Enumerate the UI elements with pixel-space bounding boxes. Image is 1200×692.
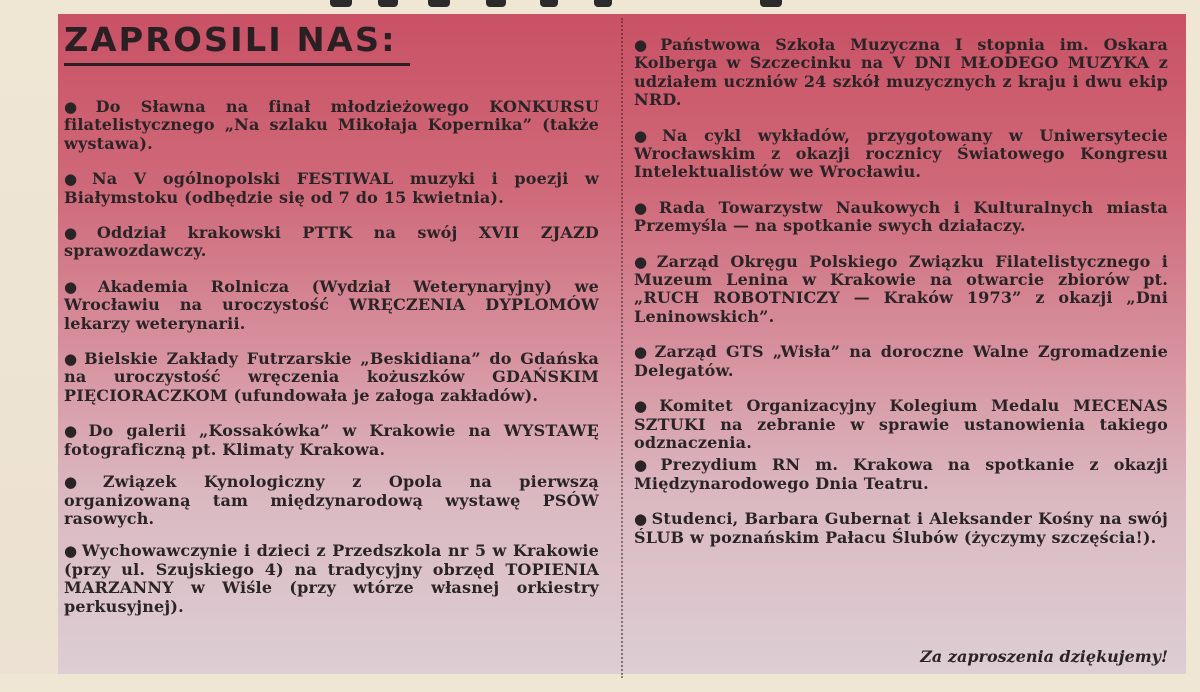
- list-item: ● Komitet Organizacyjny Kolegium Medalu MECENAS SZTUKI na zebranie w sprawie ustanowienia takiego odznaczenia.: [634, 396, 1168, 452]
- left-column: [64, 98, 599, 616]
- bullet-icon: ●: [634, 456, 657, 475]
- bullet-icon: ●: [64, 98, 92, 116]
- list-item: ● Bielskie Zakłady Futrzarskie „Beskidiana” do Gdańska na uroczystość wręczenia kożuszków GDAŃSKIM PIĘCIORACZKOM (ufundowała je załoga zakładów).: [64, 349, 599, 405]
- bullet-icon: ●: [64, 224, 93, 243]
- right-column: [634, 36, 1168, 547]
- list-item: ● Związek Kynologiczny z Opola na pierwszą organizowaną tam międzynarodową wystawę PSÓW rasowych.: [64, 472, 599, 528]
- closing-thanks: Za zaproszenia dziękujemy!: [920, 647, 1168, 666]
- list-item: ● Rada Towarzystw Naukowych i Kulturalnych miasta Przemyśla — na spotkanie swych działaczy.: [634, 197, 1168, 236]
- bullet-icon: ●: [64, 542, 78, 561]
- bullet-icon: ●: [64, 170, 88, 189]
- bottom-paper-edge: [0, 674, 1200, 692]
- column-divider: [621, 18, 623, 678]
- bullet-icon: ●: [64, 473, 99, 492]
- list-item: ● Na cykl wykładów, przygotowany w Uniwersytecie Wrocławskim z okazji rocznicy Światowego Kongresu Intelektualistów we Wrocławiu.: [634, 125, 1168, 182]
- bullet-icon: ●: [634, 36, 657, 54]
- list-item: ● Do Sławna na finał młodzieżowego KONKURSU filatelistycznego „Na szlaku Mikołaja Kopernika” (także wystawa).: [64, 97, 599, 153]
- bullet-icon: ●: [64, 350, 81, 369]
- top-paper-edge: [0, 0, 1200, 14]
- list-item: ● Zarząd GTS „Wisła” na doroczne Walne Zgromadzenie Delegatów.: [634, 342, 1168, 380]
- bullet-icon: ●: [634, 198, 655, 217]
- bullet-icon: ●: [634, 343, 651, 362]
- bullet-icon: ●: [64, 422, 85, 441]
- list-item: ● Wychowawczynie i dzieci z Przedszkola nr 5 w Krakowie (przy ul. Szujskiego 4) na tradycyjny obrzęd TOPIENIA MARZANNY w Wiśle (przy wtórze własnej orkiestry perkusyjnej).: [64, 541, 599, 616]
- bullet-icon: ●: [64, 277, 95, 296]
- list-item: ● Zarząd Okręgu Polskiego Związku Filatelistycznego i Muzeum Lenina w Krakowie na otwarcie zbiorów pt. „RUCH ROBOTNICZY — Kraków 1973” z okazji „Dni Leninowskich”.: [634, 251, 1168, 326]
- bullet-icon: ●: [634, 397, 656, 416]
- list-item: ● Prezydium RN m. Krakowa na spotkanie z okazji Międzynarodowego Dnia Teatru.: [634, 455, 1168, 493]
- bullet-icon: ●: [634, 126, 659, 145]
- left-paper-margin: [0, 0, 58, 692]
- list-item: ● Do galerii „Kossakówka” w Krakowie na WYSTAWĘ fotograficzną pt. Klimaty Krakowa.: [64, 421, 599, 459]
- page-title: ZAPROSILI NAS:: [64, 20, 397, 59]
- list-item: ● Studenci, Barbara Gubernat i Aleksander Kośny na swój ŚLUB w poznańskim Pałacu Ślubów (życzymy szczęścia!).: [634, 509, 1168, 547]
- title-underline: [64, 63, 410, 66]
- bullet-icon: ●: [634, 510, 648, 529]
- bullet-icon: ●: [634, 252, 653, 271]
- list-item: ● Państwowa Szkoła Muzyczna I stopnia im. Oskara Kolberga w Szczecinku na V DNI MŁODEGO MUZYKA z udziałem uczniów 24 szkół muzycznych z kraju i dwu ekip NRD.: [634, 35, 1169, 110]
- list-item: ● Akademia Rolnicza (Wydział Weterynaryjny) we Wrocławiu na uroczystość WRĘCZENIA DYPLOMÓW lekarzy weterynarii.: [64, 276, 599, 333]
- list-item: ● Oddział krakowski PTTK na swój XVII ZJAZD sprawozdawczy.: [64, 223, 599, 261]
- right-paper-margin: [1186, 0, 1200, 692]
- list-item: ● Na V ogólnopolski FESTIWAL muzyki i poezji w Białymstoku (odbędzie się od 7 do 15 kwietnia).: [64, 169, 599, 207]
